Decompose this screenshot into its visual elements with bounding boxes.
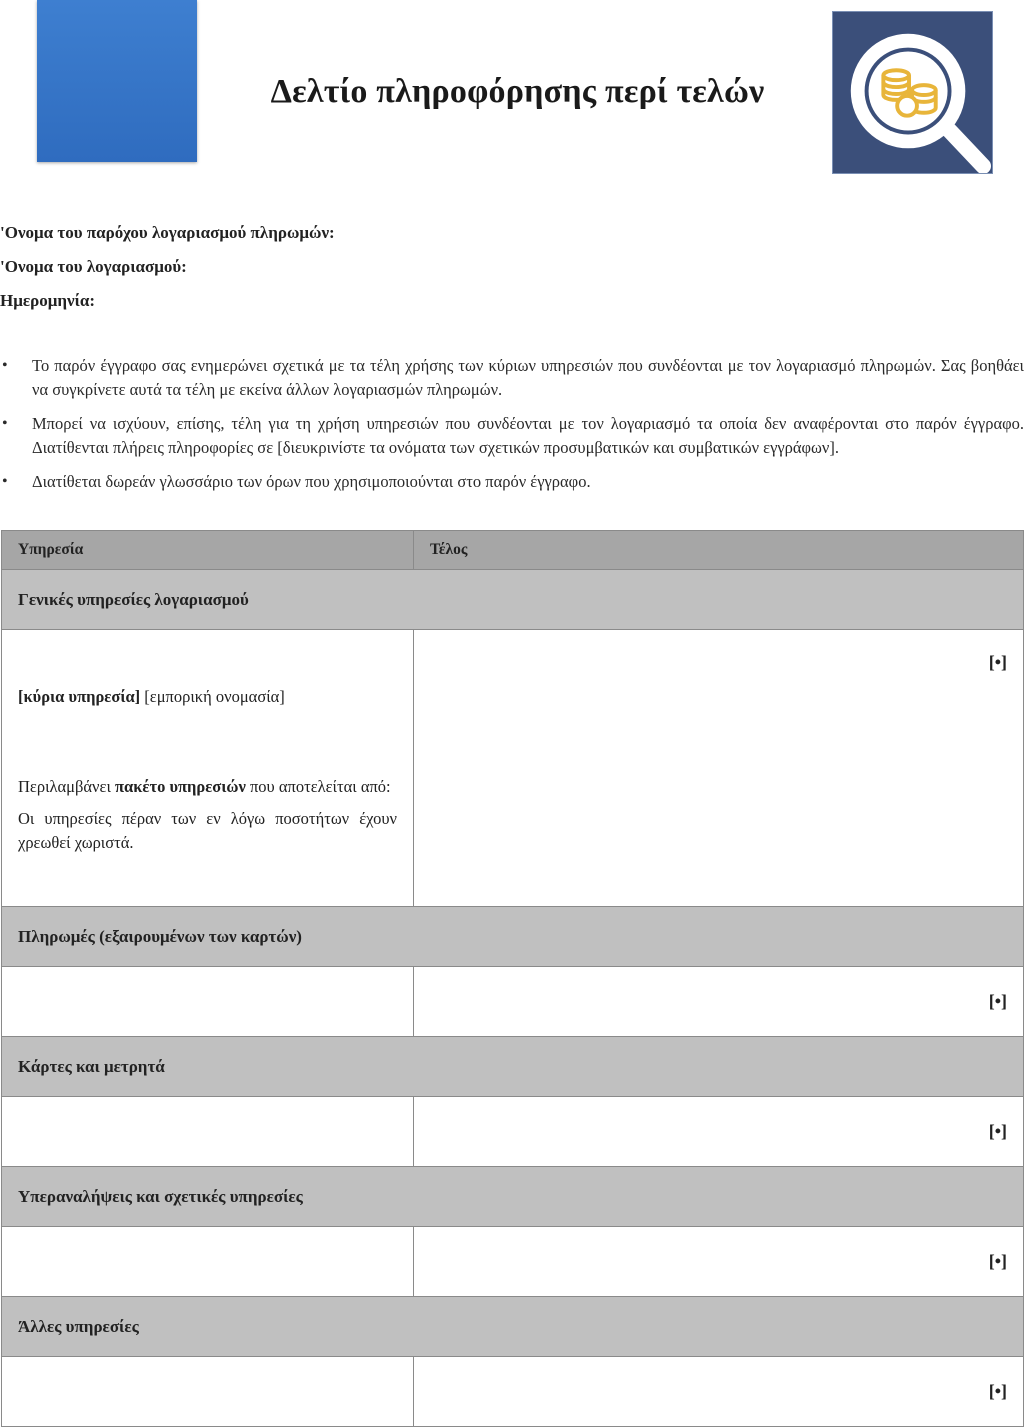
- header-fee: Τέλος: [414, 531, 1024, 570]
- left-logo: [37, 0, 197, 162]
- table-row: [2, 630, 1024, 907]
- bullet-text: Μπορεί να ισχύουν, επίσης, τέλη για τη χρήση υπηρεσιών που συνδέονται με τον λογαριασμό τα οποία δεν αναφέρονται στο παρόν έγγραφο. Διατίθενται πλήρεις πληροφορίες σε [διευκρινίστε τα ονόματα των σχετικών προσυμβατικών και συμβατικών εγγράφων].: [32, 414, 1024, 457]
- fee-placeholder: [•]: [414, 1357, 1024, 1427]
- service-cell: [2, 1227, 414, 1297]
- section-title: Άλλες υπηρεσίες: [2, 1297, 1024, 1357]
- account-name-label: 'Ονομα του λογαριασμού:: [0, 257, 187, 276]
- table-header-row: [2, 531, 1024, 570]
- bullet-text: Το παρόν έγγραφο σας ενημερώνει σχετικά με τα τέλη χρήσης των κύριων υπηρεσιών που συνδέονται με τον λογαριασμό πληρωμών. Σας βοηθάει να συγκρίνετε αυτά τα τέλη με εκείνα άλλων λογαριασμών πληρωμών.: [32, 356, 1024, 399]
- table-row: [2, 1097, 1024, 1167]
- table-row: [2, 967, 1024, 1037]
- bullet-text: Διατίθεται δωρεάν γλωσσάριο των όρων που χρησιμοποιούνται στο παρόν έγγραφο.: [32, 472, 591, 491]
- section-title: Κάρτες και μετρητά: [2, 1037, 1024, 1097]
- fee-placeholder: [•]: [414, 630, 1024, 907]
- info-bullets: [0, 354, 1024, 504]
- table-row: [2, 1227, 1024, 1297]
- section-row-payments: [2, 907, 1024, 967]
- extra-charges-note: Οι υπηρεσίες πέραν των εν λόγω ποσοτήτων έχουν χρεωθεί χωριστά.: [18, 809, 397, 852]
- package-text: Περιλαμβάνει πακέτο υπηρεσιών που αποτελείται από:: [18, 777, 391, 796]
- section-row-general: [2, 570, 1024, 630]
- service-cell: [2, 967, 414, 1037]
- package-bold: πακέτο υπηρεσιών: [115, 777, 246, 796]
- section-row-overdrafts: [2, 1167, 1024, 1227]
- header-service: Υπηρεσία: [2, 531, 414, 570]
- bullet-icon: •: [2, 473, 8, 490]
- bullet-icon: •: [2, 357, 8, 374]
- bullet-icon: •: [2, 415, 8, 432]
- bullet-item: [0, 470, 1024, 494]
- fee-placeholder: [•]: [414, 1227, 1024, 1297]
- fees-table: [1, 530, 1024, 1427]
- bullet-item: [0, 412, 1024, 460]
- section-title: Γενικές υπηρεσίες λογαριασμού: [2, 570, 1024, 630]
- trade-name-placeholder: [εμπορική ονομασία]: [140, 687, 285, 706]
- table-row: [2, 1357, 1024, 1427]
- date-label: Ημερομηνία:: [0, 291, 96, 310]
- main-service-cell: [2, 630, 414, 907]
- magnifier-coins-icon: [832, 11, 993, 174]
- fee-placeholder: [•]: [414, 967, 1024, 1037]
- document-meta: [0, 220, 335, 322]
- page-title: Δελτίο πληροφόρησης περί τελών: [270, 73, 765, 110]
- main-service-line: [18, 685, 397, 709]
- main-service-placeholder: [κύρια υπηρεσία]: [18, 687, 141, 706]
- fee-placeholder: [•]: [414, 1097, 1024, 1167]
- service-cell: [2, 1357, 414, 1427]
- provider-name-label: 'Ονομα του παρόχου λογαριασμού πληρωμών:: [0, 223, 335, 242]
- bullet-item: [0, 354, 1024, 402]
- section-row-other: [2, 1297, 1024, 1357]
- section-row-cards: [2, 1037, 1024, 1097]
- service-cell: [2, 1097, 414, 1167]
- section-title: Πληρωμές (εξαιρουμένων των καρτών): [2, 907, 1024, 967]
- section-title: Υπεραναλήψεις και σχετικές υπηρεσίες: [2, 1167, 1024, 1227]
